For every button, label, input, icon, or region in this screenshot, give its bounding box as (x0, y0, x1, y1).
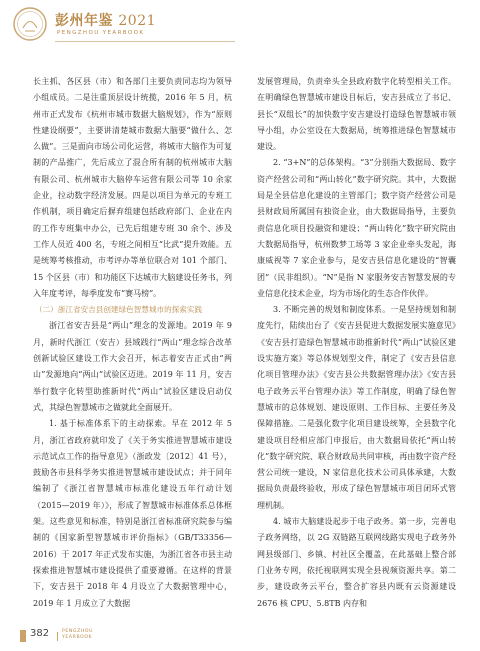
page-number: 382 (30, 628, 50, 639)
footer-title-line2: YEARBOOK (62, 635, 93, 640)
right-column (257, 74, 456, 612)
left-column (33, 74, 232, 612)
book-title (55, 10, 156, 30)
footer-accent-bar (20, 630, 26, 642)
footer-separator (57, 632, 58, 641)
book-title-text: 彭州年鉴 (55, 13, 113, 29)
section-subheading: （二）浙江省安吉县创建绿色智慧城市的探索实践 (35, 305, 203, 315)
paragraph: 发展管理局，负责牵头全县政府数字化转型相关工作。在明确绿色智慧城市建设目标后，安吉县成立了书记、县长“双组长”的加快数字安吉建设打造绿色智慧城市领导小组，办公室设在大数据局，统筹推进绿色智慧城市建设。 (257, 77, 456, 152)
page-header (0, 0, 480, 62)
paragraph: 长主抓、各区县（市）和各部门主要负责同志均为领导小组成员。二是注重顶层设计统揽，2016 年 5 月，杭州市正式发布《杭州市城市数据大脑规划》，作为“原则性建设纲要”，主要讲清楚城市数据大脑要“做什么、怎么做”。三是面向市场公司化运营，将城市大脑作为可复制的产品推广，先后成立了混合所有制的杭州城市大脑有限公司、杭州城市大脑停车运营有限公司等 10 余家企业，拉动数字经济发展。四是以项目为单元的专班工作机制，项目确定后摒弃组建包括政府部门、企业在内的工作专班集中办公，已先后组建专班 30 余个、涉及工作人员近 400 名，专班之间相互“比武”提升效能。五是统筹考核推动，市考评办等单位联合对 101 个部门、15 个区县（市）和功能区下达城市大脑建设任务书，列入年度考评，每季度发布“赛马榜”。 (33, 77, 232, 298)
book-subtitle: PENGZHOU YEARBOOK (57, 30, 145, 36)
paragraph: 3. 不断完善的规划和制度体系。一是坚持规划和制度先行，陆续出台了《安吉县促进大数据发展实施意见》《安吉县打造绿色智慧城市助推新时代“两山”试验区建设实施方案》等总体规划型文件，制定了《安吉县信息化项目管理办法》《安吉县公共数据管理办法》《安吉县电子政务云平台管理办法》等工作制度，明确了绿色智慧城市的总体规划、建设原则、工作目标、主要任务及保障措施。二是强化数字化项目建设统筹，全县数字化建设项目经相应部门申报后，由大数据局依托“两山转化”数字研究院、联合财政局共同审核，再由数字资产经营公司统一建设，N 家信息化技术公司具体承建，大数据局负责最终验收，形成了绿色智慧城市项目闭环式管理机制。 (257, 305, 456, 510)
yearbook-logo-seal (12, 6, 48, 42)
paragraph: 2. “3+N”的总体架构。“3”分别指大数据局、数字资产经营公司和“两山转化”数字研究院。其中，大数据局是全县信息化建设的主管部门；数字资产经营公司是县财政局所属国有独资企业，由大数据局指导，主要负责信息化项目投融资和建设；“两山转化”数字研究院由大数据局指导，杭州数梦工场等 3 家企业牵头发起，海康威视等 7 家企业参与，是安吉县信息化建设的“智囊团”（民非组织）。“N”是指 N 家服务安吉智慧发展的专业信息化技术企业，均为市场化的生态合作伙伴。 (257, 158, 456, 298)
paragraph: 浙江省安吉县是“两山”理念的发源地。2019 年 9 月，新时代浙江（安吉）县域践行“两山”理念综合改革创新试验区建设工作大会召开，标志着安吉正式由“两山”发源地向“两山”试验区迈进。2019 年 11 月，安吉举行数字化转型助推新时代“两山”试验区建设启动仪式，其绿色智慧城市之做就此全面展开。 (33, 321, 232, 412)
paragraph: 4. 城市大脑建设起步于电子政务。第一步，完善电子政务网络，以 2G 双链路互联网线路实现电子政务外网县级部门、乡镇、村社区全覆盖，在此基础上整合部门业务专网，依托视联网实现全县视频资源共享。第二步，建设政务云平台，整合扩容县内既有云资源建设 2676 核 CPU、5.8TB 内存和 (257, 517, 456, 608)
footer-yearbook-title (62, 629, 93, 641)
book-year: 2021 (118, 13, 157, 29)
page-footer (0, 626, 480, 646)
footer-title-line1: PENGZHOU (62, 629, 94, 634)
header-divider (55, 41, 235, 42)
paragraph: 1. 基于标准体系下的主动探索。早在 2012 年 5 月，浙江省政府就印发了《关于务实推进智慧城市建设示范试点工作的指导意见》（浙政发〔2012〕41 号），鼓励各市县科学务实推进智慧城市建设试点；并于同年编制了《浙江省智慧城市标准化建设五年行动计划（2015—2019 年）》，形成了智慧城市标准体系总体框架。这些意见和标准，特别是浙江省标准研究院参与编制的《国家新型智慧城市评价指标》（GB/T33356—2016）于 2017 年正式发布实施，为浙江省各市县主动探索推进智慧城市建设提供了重要遵循。在这样的背景下，安吉县于 2018 年 4 月设立了大数据管理中心，2019 年 1 月成立了大数据 (33, 419, 232, 608)
